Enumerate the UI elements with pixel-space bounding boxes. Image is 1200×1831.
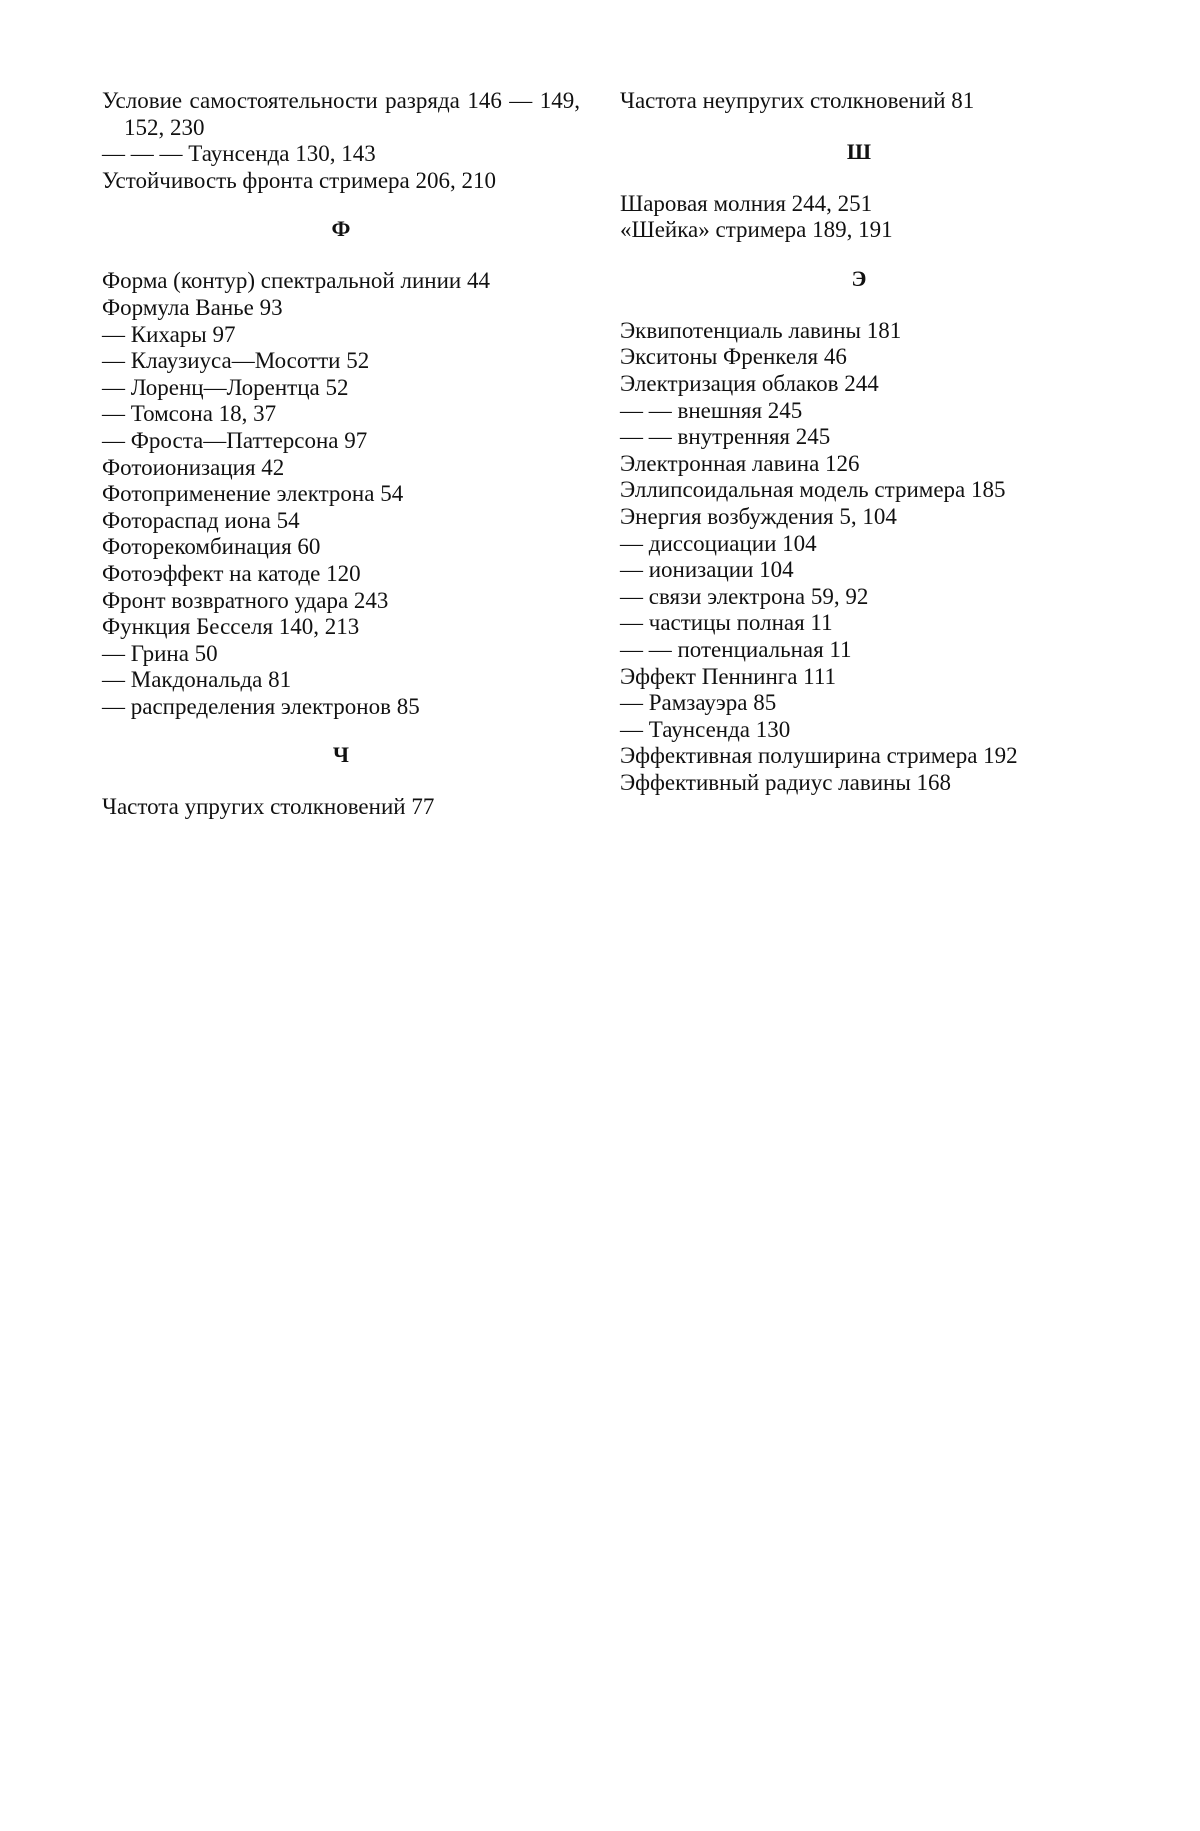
index-entry: Функция Бесселя 140, 213 [102, 614, 360, 640]
index-entry: Частота упругих столкновений 77 [102, 794, 435, 820]
index-entry: Условие самостоятельности разряда 146 — 149, 152, 230 [102, 88, 580, 140]
index-entry: — Макдональда 81 [102, 667, 292, 693]
index-entry: — связи электрона 59, 92 [620, 583, 869, 609]
index-entry: Электризация облаков 244 [620, 370, 879, 396]
section-letter-heading: Ф [331, 216, 351, 242]
index-entry: — Кихары 97 [102, 321, 236, 347]
section-letter-heading: Ш [846, 138, 872, 164]
index-entry: Эффект Пеннинга 111 [620, 663, 836, 689]
index-entry: — — потенциальная 11 [620, 636, 852, 662]
index-entry: Эффективный радиус лавины 168 [620, 769, 952, 795]
index-entry: Шаровая молния 244, 251 [620, 190, 873, 216]
section-letter-heading: Э [851, 265, 867, 291]
index-column-left [102, 88, 580, 821]
index-entry: — — внутренняя 245 [620, 424, 831, 450]
index-entry: Эффективная полуширина стримера 192 [620, 743, 1018, 769]
index-entry: Фотоэффект на катоде 120 [102, 560, 361, 586]
index-entry: Частота неупругих столкновений 81 [620, 88, 975, 113]
index-column-right [620, 88, 1098, 796]
index-entry: — Томсона 18, 37 [102, 401, 277, 427]
index-entry: Фоторекомбинация 60 [102, 534, 321, 560]
index-entry: — частицы полная 11 [620, 610, 833, 636]
index-entry: Формула Ванье 93 [102, 294, 283, 320]
index-entry: — — — Таунсенда 130, 143 [102, 141, 376, 167]
index-entry: — Таунсенда 130 [620, 716, 791, 742]
index-entry: Фотоионизация 42 [102, 454, 285, 480]
index-entry: — — внешняя 245 [620, 397, 803, 423]
index-entry: Форма (контур) спектральной линии 44 [102, 268, 490, 294]
index-entry: Эквипотенциаль лавины 181 [620, 317, 902, 343]
index-entry: Фронт возвратного удара 243 [102, 587, 389, 613]
index-entry: «Шейка» стримера 189, 191 [620, 217, 893, 243]
index-entry: Устойчивость фронта стримера 206, 210 [102, 167, 497, 193]
index-entry: — Грина 50 [102, 640, 218, 666]
index-entry: Фотоприменение электрона 54 [102, 481, 404, 507]
index-entry: — Рамзауэра 85 [620, 690, 777, 716]
index-entry: Фотораспад иона 54 [102, 507, 300, 533]
index-entry: Эллипсоидальная модель стримера 185 [620, 477, 1006, 503]
index-entry: Электронная лавина 126 [620, 450, 860, 476]
index-entry: Энергия возбуждения 5, 104 [620, 503, 897, 529]
index-entry: — распределения электронов 85 [102, 693, 420, 719]
index-entry: — диссоциации 104 [620, 530, 817, 556]
index-entry: — ионизации 104 [620, 557, 794, 583]
section-letter-heading: Ч [332, 742, 350, 768]
index-entry: — Клаузиуса—Мосотти 52 [102, 348, 370, 374]
index-entry: Экситоны Френкеля 46 [620, 344, 847, 370]
index-entry: — Фроста—Паттерсона 97 [102, 427, 368, 453]
index-entry: — Лоренц—Лорентца 52 [102, 374, 349, 400]
